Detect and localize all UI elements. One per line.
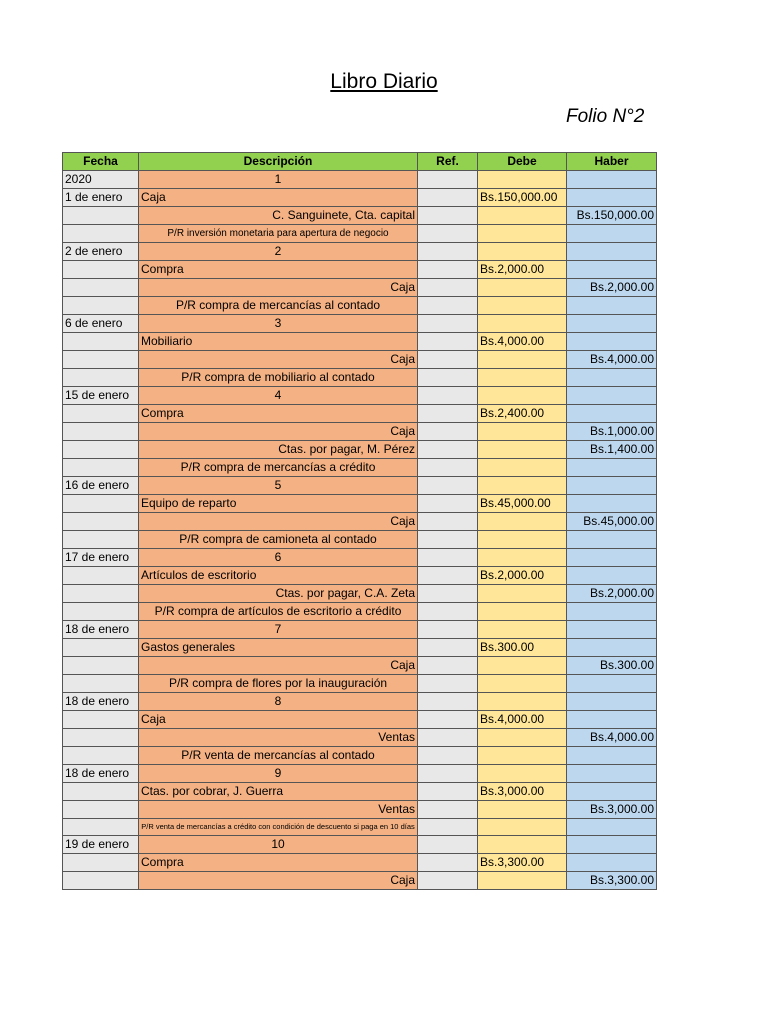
cell-ref	[418, 531, 478, 549]
table-row	[63, 675, 657, 693]
cell-ref	[418, 279, 478, 297]
table-row	[63, 567, 657, 585]
cell-haber: Bs.3,300.00	[567, 872, 657, 890]
cell-debe	[478, 747, 567, 765]
cell-descripcion: Artículos de escritorio	[139, 567, 418, 585]
cell-ref	[418, 765, 478, 783]
cell-fecha: 18 de enero	[63, 693, 139, 711]
table-body	[63, 171, 657, 890]
cell-fecha	[63, 657, 139, 675]
cell-ref	[418, 243, 478, 261]
table-row	[63, 783, 657, 801]
cell-fecha: 15 de enero	[63, 387, 139, 405]
cell-ref	[418, 225, 478, 243]
table-row	[63, 477, 657, 495]
cell-descripcion: Ctas. por pagar, C.A. Zeta	[139, 585, 418, 603]
table-row	[63, 872, 657, 890]
table-row	[63, 603, 657, 621]
cell-debe: Bs.2,000.00	[478, 567, 567, 585]
cell-haber	[567, 189, 657, 207]
cell-descripcion: Caja	[139, 711, 418, 729]
cell-debe	[478, 315, 567, 333]
cell-ref	[418, 585, 478, 603]
cell-fecha: 18 de enero	[63, 765, 139, 783]
cell-haber	[567, 675, 657, 693]
cell-descripcion: Equipo de reparto	[139, 495, 418, 513]
cell-debe	[478, 675, 567, 693]
cell-ref	[418, 171, 478, 189]
cell-descripcion: 2	[139, 243, 418, 261]
cell-debe	[478, 872, 567, 890]
table-row	[63, 297, 657, 315]
cell-ref	[418, 567, 478, 585]
table-row	[63, 819, 657, 836]
cell-descripcion: Caja	[139, 513, 418, 531]
table-row	[63, 531, 657, 549]
cell-fecha	[63, 711, 139, 729]
cell-descripcion: P/R compra de mercancías a crédito	[139, 459, 418, 477]
cell-descripcion: P/R inversión monetaria para apertura de negocio	[139, 225, 418, 243]
cell-debe: Bs.45,000.00	[478, 495, 567, 513]
cell-ref	[418, 819, 478, 836]
table-row	[63, 207, 657, 225]
cell-haber: Bs.2,000.00	[567, 279, 657, 297]
table-row	[63, 243, 657, 261]
cell-ref	[418, 711, 478, 729]
cell-ref	[418, 836, 478, 854]
cell-ref	[418, 297, 478, 315]
table-row	[63, 765, 657, 783]
cell-haber	[567, 459, 657, 477]
cell-debe	[478, 585, 567, 603]
cell-debe	[478, 243, 567, 261]
table-row	[63, 405, 657, 423]
cell-debe	[478, 531, 567, 549]
table-row	[63, 585, 657, 603]
table-row	[63, 621, 657, 639]
cell-debe: Bs.3,300.00	[478, 854, 567, 872]
cell-fecha	[63, 261, 139, 279]
cell-ref	[418, 207, 478, 225]
cell-haber: Bs.1,000.00	[567, 423, 657, 441]
cell-fecha: 1 de enero	[63, 189, 139, 207]
cell-haber	[567, 387, 657, 405]
cell-descripcion: 6	[139, 549, 418, 567]
cell-debe	[478, 387, 567, 405]
cell-descripcion: 3	[139, 315, 418, 333]
cell-descripcion: Ventas	[139, 729, 418, 747]
cell-descripcion: C. Sanguinete, Cta. capital	[139, 207, 418, 225]
cell-ref	[418, 405, 478, 423]
cell-debe	[478, 171, 567, 189]
cell-debe	[478, 207, 567, 225]
cell-fecha: 6 de enero	[63, 315, 139, 333]
cell-haber	[567, 495, 657, 513]
cell-debe	[478, 621, 567, 639]
table-row	[63, 854, 657, 872]
cell-fecha	[63, 405, 139, 423]
cell-ref	[418, 441, 478, 459]
cell-haber	[567, 854, 657, 872]
cell-descripcion: 8	[139, 693, 418, 711]
cell-ref	[418, 315, 478, 333]
cell-ref	[418, 639, 478, 657]
cell-debe	[478, 765, 567, 783]
cell-descripcion: Mobiliario	[139, 333, 418, 351]
table-row	[63, 225, 657, 243]
table-row	[63, 333, 657, 351]
cell-descripcion: Ctas. por pagar, M. Pérez	[139, 441, 418, 459]
cell-haber	[567, 693, 657, 711]
cell-descripcion: Caja	[139, 657, 418, 675]
cell-haber	[567, 315, 657, 333]
cell-ref	[418, 549, 478, 567]
cell-fecha	[63, 585, 139, 603]
cell-haber	[567, 243, 657, 261]
cell-debe: Bs.4,000.00	[478, 711, 567, 729]
cell-haber	[567, 819, 657, 836]
cell-fecha: 18 de enero	[63, 621, 139, 639]
cell-debe	[478, 441, 567, 459]
cell-ref	[418, 854, 478, 872]
table-row	[63, 639, 657, 657]
cell-ref	[418, 351, 478, 369]
cell-descripcion: Ctas. por cobrar, J. Guerra	[139, 783, 418, 801]
cell-ref	[418, 872, 478, 890]
cell-descripcion: P/R compra de camioneta al contado	[139, 531, 418, 549]
cell-descripcion: Caja	[139, 423, 418, 441]
cell-debe	[478, 693, 567, 711]
cell-fecha	[63, 783, 139, 801]
cell-haber	[567, 171, 657, 189]
cell-fecha: 16 de enero	[63, 477, 139, 495]
cell-fecha	[63, 531, 139, 549]
cell-ref	[418, 261, 478, 279]
header-debe: Debe	[478, 153, 567, 171]
cell-debe: Bs.2,400.00	[478, 405, 567, 423]
table-row	[63, 315, 657, 333]
cell-ref	[418, 675, 478, 693]
cell-haber	[567, 297, 657, 315]
cell-fecha	[63, 513, 139, 531]
page-title: Libro Diario	[330, 70, 438, 93]
cell-descripcion: Compra	[139, 854, 418, 872]
cell-descripcion: Caja	[139, 189, 418, 207]
cell-ref	[418, 369, 478, 387]
cell-fecha	[63, 872, 139, 890]
header-haber: Haber	[567, 153, 657, 171]
cell-ref	[418, 423, 478, 441]
cell-descripcion: Compra	[139, 261, 418, 279]
cell-haber	[567, 765, 657, 783]
table-row	[63, 693, 657, 711]
cell-haber: Bs.45,000.00	[567, 513, 657, 531]
cell-haber: Bs.150,000.00	[567, 207, 657, 225]
cell-fecha	[63, 225, 139, 243]
cell-fecha	[63, 441, 139, 459]
cell-ref	[418, 387, 478, 405]
cell-haber	[567, 369, 657, 387]
cell-descripcion: P/R compra de mercancías al contado	[139, 297, 418, 315]
cell-fecha	[63, 351, 139, 369]
table-row	[63, 711, 657, 729]
cell-ref	[418, 729, 478, 747]
cell-haber	[567, 603, 657, 621]
cell-debe	[478, 801, 567, 819]
cell-ref	[418, 603, 478, 621]
table-row	[63, 441, 657, 459]
cell-ref	[418, 333, 478, 351]
cell-descripcion: P/R venta de mercancías a crédito con condición de descuento si paga en 10 días	[139, 819, 418, 836]
cell-debe: Bs.4,000.00	[478, 333, 567, 351]
cell-ref	[418, 513, 478, 531]
cell-haber: Bs.4,000.00	[567, 351, 657, 369]
table-row	[63, 657, 657, 675]
table-row	[63, 279, 657, 297]
cell-descripcion: P/R compra de mobiliario al contado	[139, 369, 418, 387]
cell-ref	[418, 657, 478, 675]
cell-fecha	[63, 495, 139, 513]
table-row	[63, 747, 657, 765]
cell-haber	[567, 711, 657, 729]
cell-debe	[478, 513, 567, 531]
cell-debe	[478, 459, 567, 477]
cell-debe	[478, 351, 567, 369]
cell-fecha	[63, 675, 139, 693]
cell-debe	[478, 423, 567, 441]
cell-descripcion: Compra	[139, 405, 418, 423]
cell-descripcion: Caja	[139, 872, 418, 890]
cell-haber: Bs.4,000.00	[567, 729, 657, 747]
cell-haber	[567, 549, 657, 567]
cell-debe: Bs.150,000.00	[478, 189, 567, 207]
cell-debe: Bs.3,000.00	[478, 783, 567, 801]
cell-ref	[418, 801, 478, 819]
cell-debe	[478, 603, 567, 621]
cell-fecha: 17 de enero	[63, 549, 139, 567]
header-ref: Ref.	[418, 153, 478, 171]
cell-haber	[567, 225, 657, 243]
cell-ref	[418, 495, 478, 513]
table-row	[63, 171, 657, 189]
table-row	[63, 495, 657, 513]
folio-label: Folio N°2	[566, 106, 645, 127]
cell-debe	[478, 225, 567, 243]
cell-debe	[478, 477, 567, 495]
cell-ref	[418, 693, 478, 711]
cell-ref	[418, 189, 478, 207]
cell-fecha	[63, 369, 139, 387]
cell-debe: Bs.300.00	[478, 639, 567, 657]
cell-debe	[478, 279, 567, 297]
cell-haber	[567, 621, 657, 639]
table-row	[63, 369, 657, 387]
cell-descripcion: Caja	[139, 351, 418, 369]
table-row	[63, 729, 657, 747]
journal-table	[62, 152, 657, 890]
cell-haber	[567, 836, 657, 854]
cell-haber	[567, 477, 657, 495]
cell-haber: Bs.300.00	[567, 657, 657, 675]
cell-descripcion: 5	[139, 477, 418, 495]
cell-haber: Bs.3,000.00	[567, 801, 657, 819]
cell-descripcion: 1	[139, 171, 418, 189]
table-header-row	[63, 153, 657, 171]
cell-haber	[567, 333, 657, 351]
cell-fecha	[63, 729, 139, 747]
cell-haber: Bs.2,000.00	[567, 585, 657, 603]
cell-ref	[418, 621, 478, 639]
cell-haber	[567, 783, 657, 801]
cell-ref	[418, 747, 478, 765]
table-row	[63, 351, 657, 369]
cell-fecha	[63, 639, 139, 657]
cell-fecha: 19 de enero	[63, 836, 139, 854]
cell-debe	[478, 729, 567, 747]
cell-fecha	[63, 333, 139, 351]
cell-fecha	[63, 207, 139, 225]
cell-debe	[478, 836, 567, 854]
cell-haber	[567, 531, 657, 549]
cell-debe	[478, 297, 567, 315]
table-row	[63, 459, 657, 477]
cell-fecha	[63, 819, 139, 836]
cell-debe	[478, 369, 567, 387]
cell-descripcion: 9	[139, 765, 418, 783]
cell-fecha	[63, 279, 139, 297]
cell-fecha	[63, 603, 139, 621]
cell-debe	[478, 549, 567, 567]
cell-descripcion: Caja	[139, 279, 418, 297]
table-row	[63, 387, 657, 405]
table-row	[63, 189, 657, 207]
cell-descripcion: 4	[139, 387, 418, 405]
cell-descripcion: Ventas	[139, 801, 418, 819]
cell-fecha	[63, 567, 139, 585]
cell-descripcion: P/R compra de artículos de escritorio a crédito	[139, 603, 418, 621]
table-row	[63, 801, 657, 819]
cell-fecha	[63, 297, 139, 315]
table-row	[63, 513, 657, 531]
cell-haber	[567, 639, 657, 657]
cell-haber	[567, 405, 657, 423]
cell-fecha: 2 de enero	[63, 243, 139, 261]
cell-haber: Bs.1,400.00	[567, 441, 657, 459]
cell-debe: Bs.2,000.00	[478, 261, 567, 279]
table-row	[63, 836, 657, 854]
header-descripcion: Descripción	[139, 153, 418, 171]
table-row	[63, 423, 657, 441]
cell-fecha: 2020	[63, 171, 139, 189]
cell-debe	[478, 657, 567, 675]
cell-debe	[478, 819, 567, 836]
cell-haber	[567, 747, 657, 765]
cell-fecha	[63, 459, 139, 477]
cell-fecha	[63, 423, 139, 441]
cell-descripcion: P/R compra de flores por la inauguración	[139, 675, 418, 693]
cell-haber	[567, 261, 657, 279]
cell-descripcion: 10	[139, 836, 418, 854]
table-row	[63, 549, 657, 567]
cell-ref	[418, 783, 478, 801]
cell-ref	[418, 459, 478, 477]
cell-fecha	[63, 854, 139, 872]
cell-descripcion: 7	[139, 621, 418, 639]
cell-haber	[567, 567, 657, 585]
table-row	[63, 261, 657, 279]
cell-fecha	[63, 801, 139, 819]
cell-ref	[418, 477, 478, 495]
cell-fecha	[63, 747, 139, 765]
cell-descripcion: Gastos generales	[139, 639, 418, 657]
header-fecha: Fecha	[63, 153, 139, 171]
cell-descripcion: P/R venta de mercancías al contado	[139, 747, 418, 765]
